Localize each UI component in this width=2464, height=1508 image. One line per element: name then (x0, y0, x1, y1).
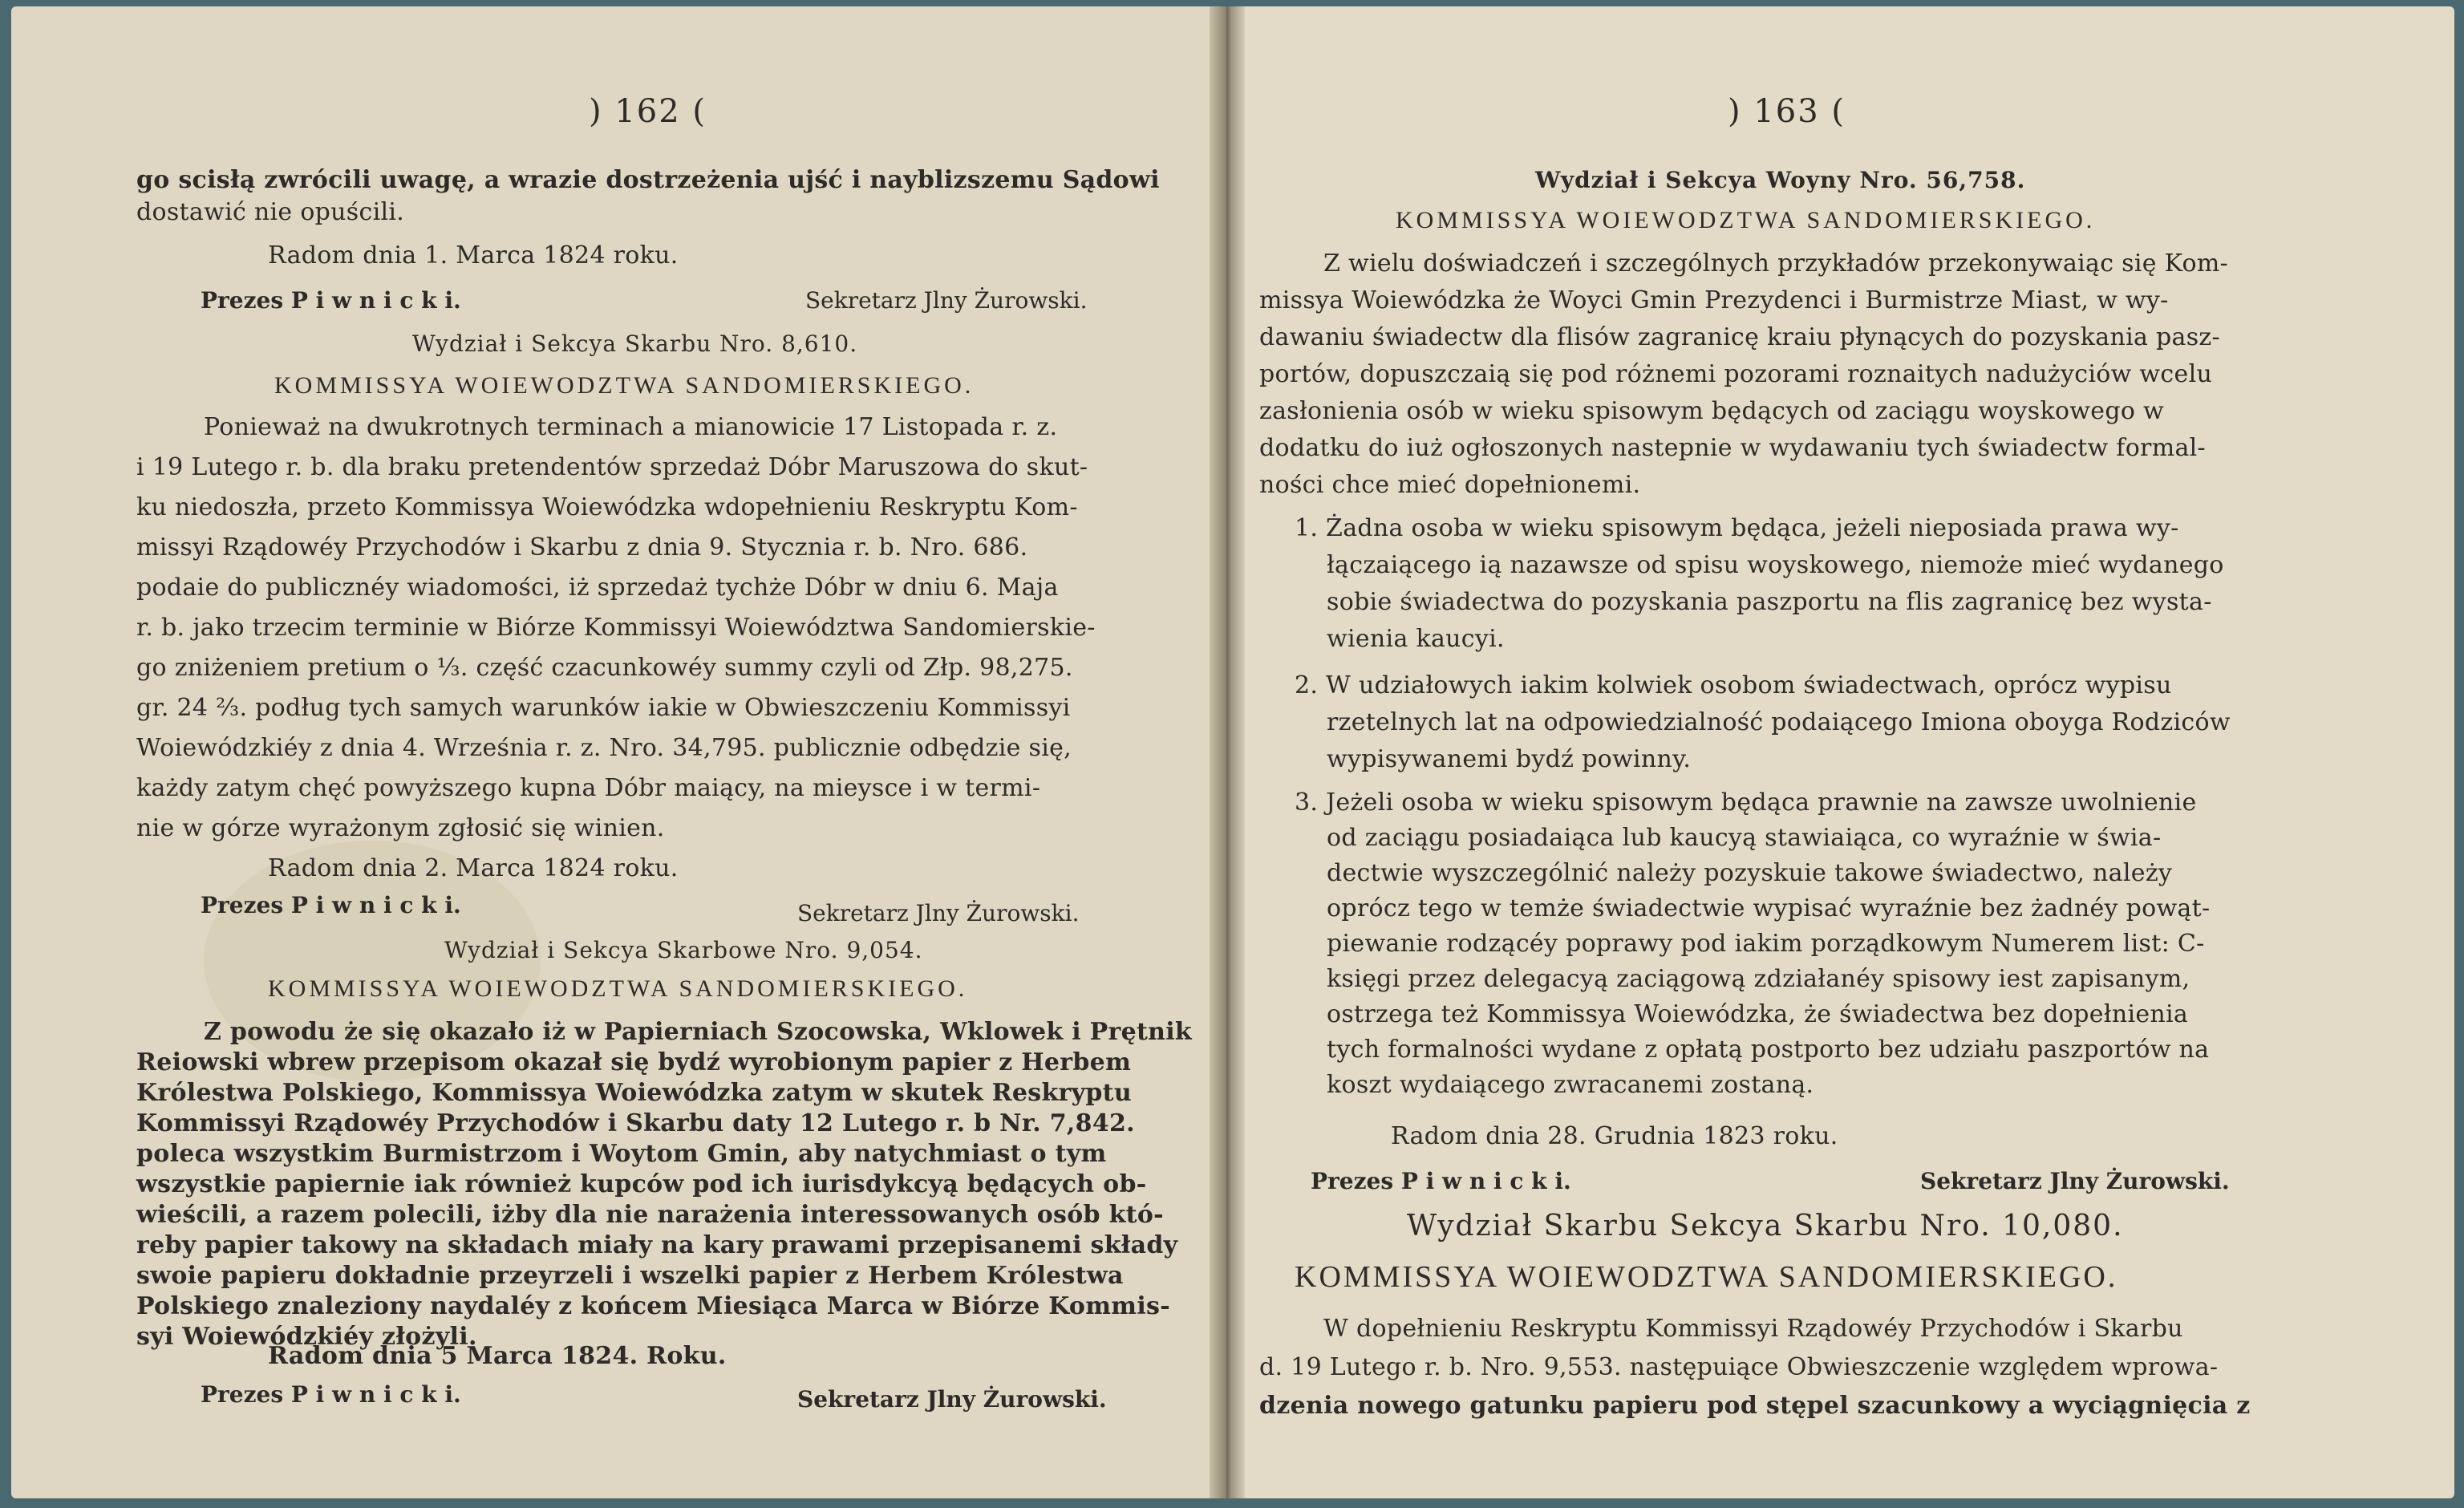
signature-president: Prezes P i w n i c k i. (201, 1381, 461, 1408)
list-item: 1. Żadna osoba w wieku spisowym będąca, jeżeli nieposiada prawa wy- (1295, 514, 2179, 542)
text-line: r. b. jako trzecim terminie w Biórze Kommissyi Woiewództwa Sandomierskie- (136, 614, 1096, 642)
text-line: dodatku do iuż ogłoszonych nastepnie w wydawaniu tych świadectw formal- (1259, 434, 2206, 462)
right-page (1230, 6, 2454, 1498)
date-line: Radom dnia 2. Marca 1824 roku. (268, 854, 679, 882)
text-line: Woiewódzkiéy z dnia 4. Września r. z. Nro. 34,795. publicznie odbędzie się, (136, 734, 1072, 762)
text-line: go scisłą zwrócili uwagę, a wrazie dostrzeżenia ujść i nayblizszemu Sądowi (136, 166, 1160, 194)
list-item: 2. W udziałowych iakim kolwiek osobom świadectwach, oprócz wypisu (1295, 671, 2172, 699)
signature-president: Prezes P i w n i c k i. (201, 287, 461, 314)
text-line: Ponieważ na dwukrotnych terminach a mianowicie 17 Listopada r. z. (204, 413, 1058, 441)
text-line: missyi Rządowéy Przychodów i Skarbu z dnia 9. Stycznia r. b. Nro. 686. (136, 533, 1028, 561)
list-item: wienia kaucyi. (1327, 625, 1505, 653)
section-heading: KOMMISSYA WOIEWODZTWA SANDOMIERSKIEGO. (268, 975, 968, 1002)
list-item: dectwie wyszczególnić należy pozyskuie takowe świadectwo, należy (1327, 859, 2173, 887)
signature-president: Prezes P i w n i c k i. (1311, 1168, 1571, 1194)
list-item: wypisywanemi bydź powinny. (1327, 745, 1692, 773)
text-line: Kommissyi Rządowéy Przychodów i Skarbu daty 12 Lutego r. b Nr. 7,842. (136, 1109, 1135, 1137)
date-line: Radom dnia 5 Marca 1824. Roku. (268, 1342, 727, 1370)
text-line: d. 19 Lutego r. b. Nro. 9,553. następuiące Obwieszczenie względem wprowa- (1259, 1353, 2219, 1381)
section-label: Wydział i Sekcya Skarbowe Nro. 9,054. (444, 937, 923, 963)
list-item: 3. Jeżeli osoba w wieku spisowym będąca prawnie na zawsze uwolnienie (1295, 788, 2197, 817)
signature-secretary: Sekretarz Jlny Żurowski. (805, 287, 1088, 314)
text-line: ności chce mieć dopełnionemi. (1259, 471, 1641, 499)
text-line: dzenia nowego gatunku papieru pod stępel szacunkowy a wyciągnięcia z (1259, 1392, 2251, 1420)
text-line: wszystkie papiernie iak również kupców pod ich iurisdykcyą będących ob- (136, 1170, 1147, 1198)
signature-secretary: Sekretarz Jlny Żurowski. (1920, 1168, 2230, 1194)
left-page (11, 6, 1224, 1498)
signature-secretary: Sekretarz Jlny Żurowski. (797, 1386, 1107, 1413)
text-line: Królestwa Polskiego, Kommissya Woiewódzka zatym w skutek Reskryptu (136, 1079, 1132, 1107)
text-line: i 19 Lutego r. b. dla braku pretendentów sprzedaż Dóbr Maruszowa do skut- (136, 453, 1088, 481)
page-number: ) 163 ( (1728, 93, 1846, 130)
text-line: swoie papieru dokładnie przeyrzeli i wszelki papier z Herbem Królestwa (136, 1262, 1124, 1290)
list-item: tych formalności wydane z opłatą postporto bez udziału paszportów na (1327, 1036, 2210, 1064)
text-line: poleca wszystkim Burmistrzom i Woytom Gmin, aby natychmiast o tym (136, 1140, 1107, 1168)
text-line: wieścili, a razem polecili, iżby dla nie narażenia interessowanych osób któ- (136, 1201, 1164, 1229)
text-line: Polskiego znaleziony naydaléy z końcem Miesiąca Marca w Biórze Kommis- (136, 1292, 1170, 1320)
text-line: Z powodu że się okazało iż w Papierniach Szocowska, Wklowek i Prętnik (204, 1018, 1192, 1046)
book-gutter (1210, 6, 1245, 1498)
list-item: od zaciągu posiadaiąca lub kaucyą stawiaiąca, co wyraźnie w świa- (1327, 824, 2162, 852)
text-line: W dopełnieniu Reskryptu Kommissyi Rządowéy Przychodów i Skarbu (1323, 1315, 2183, 1343)
signature-president: Prezes P i w n i c k i. (201, 892, 461, 918)
section-label: Wydział Skarbu Sekcya Skarbu Nro. 10,080. (1407, 1210, 2124, 1242)
text-line: gr. 24 ⅔. podług tych samych warunków iakie w Obwieszczeniu Kommissyi (136, 694, 1071, 722)
list-item: koszt wydaiącego zwracanemi zostaną. (1327, 1071, 1814, 1099)
section-heading: KOMMISSYA WOIEWODZTWA SANDOMIERSKIEGO. (274, 372, 975, 399)
signature-secretary: Sekretarz Jlny Żurowski. (797, 900, 1080, 926)
section-label: Wydział i Sekcya Woyny Nro. 56,758. (1535, 167, 2026, 193)
text-line: ku niedoszła, przeto Kommissya Woiewódzka wdopełnieniu Reskryptu Kom- (136, 493, 1078, 521)
list-item: księgi przez delegacyą zaciągową zdziałanéy spisowy iest zapisanym, (1327, 965, 2190, 993)
text-line: Reiowski wbrew przepisom okazał się bydź wyrobionym papier z Herbem (136, 1048, 1132, 1076)
text-line: każdy zatym chęć powyższego kupna Dóbr maiący, na mieysce i w termi- (136, 774, 1041, 802)
text-line: syi Woiewódzkiéy złożyli. (136, 1323, 477, 1351)
text-line: missya Woiewódzka że Woyci Gmin Prezydenci i Burmistrze Miast, w wy- (1259, 286, 2169, 314)
text-line: portów, dopuszczaią się pod różnemi pozorami roznaitych nadużyciów wcelu (1259, 360, 2213, 388)
text-line: zasłonienia osób w wieku spisowym będących od zaciągu woyskowego w (1259, 397, 2165, 425)
list-item: sobie świadectwa do pozyskania paszportu na flis zagranicę bez wysta- (1327, 588, 2212, 616)
text-line: reby papier takowy na składach miały na kary prawami przepisanemi składy (136, 1231, 1178, 1259)
date-line: Radom dnia 1. Marca 1824 roku. (268, 241, 679, 270)
list-item: ostrzega też Kommissya Woiewódzka, że świadectwa bez dopełnienia (1327, 1000, 2189, 1028)
text-line: Z wielu doświadczeń i szczególnych przykładów przekonywaiąc się Kom- (1323, 249, 2229, 278)
list-item: rzetelnych lat na odpowiedzialność podaiącego Imiona oboyga Rodziców (1327, 708, 2231, 736)
section-label: Wydział i Sekcya Skarbu Nro. 8,610. (412, 330, 858, 357)
text-line: go zniżeniem pretium o ⅓. część czacunkowéy summy czyli od Złp. 98,275. (136, 654, 1073, 682)
date-line: Radom dnia 28. Grudnia 1823 roku. (1391, 1122, 1838, 1150)
section-heading: KOMMISSYA WOIEWODZTWA SANDOMIERSKIEGO. (1396, 207, 2096, 233)
text-line: dostawić nie opuścili. (136, 198, 405, 226)
text-line: nie w górze wyrażonym zgłosić się winien. (136, 814, 665, 842)
list-item: piewanie rodzącéy poprawy pod iakim porządkowym Numerem list: C- (1327, 930, 2205, 958)
page-number: ) 162 ( (589, 93, 707, 130)
text-line: dawaniu świadectw dla flisów zagranicę kraiu płynących do pozyskania pasz- (1259, 323, 2220, 351)
list-item: oprócz tego w temże świadectwie wypisać wyraźnie bez żadnéy powąt- (1327, 894, 2211, 922)
text-line: podaie do publicznéy wiadomości, iż sprzedaż tychże Dóbr w dniu 6. Maja (136, 574, 1059, 602)
section-heading: KOMMISSYA WOIEWODZTWA SANDOMIERSKIEGO. (1295, 1260, 2118, 1294)
list-item: łączaiącego ią nazawsze od spisu woyskowego, niemoże mieć wydanego (1327, 551, 2224, 579)
